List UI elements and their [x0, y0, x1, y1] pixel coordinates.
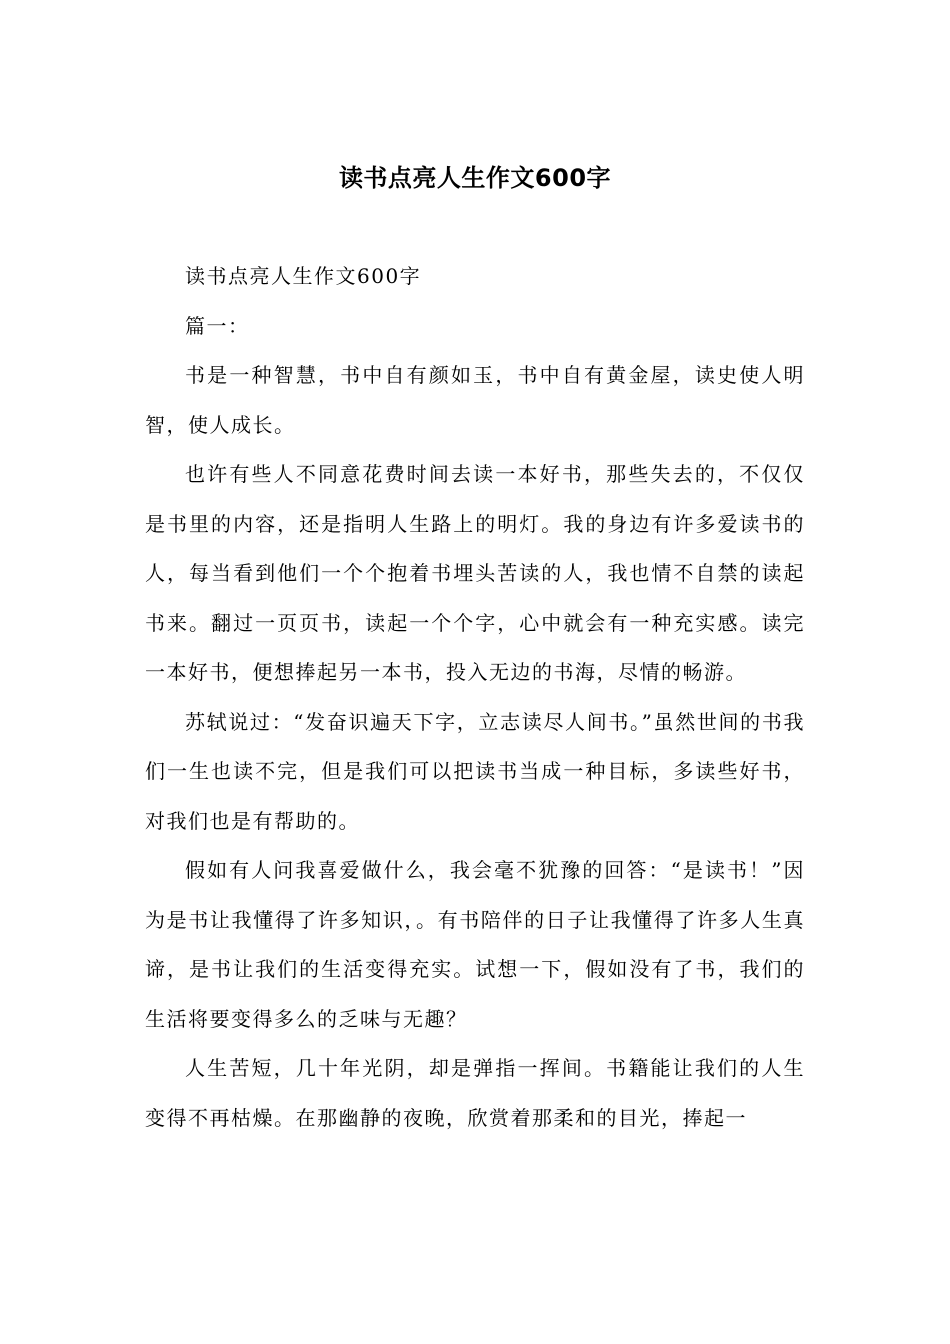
- paragraph: 苏轼说过：“发奋识遍天下字，立志读尽人间书。”虽然世间的书我们一生也读不完，但是我们可以把读书当成一种目标，多读些好书，对我们也是有帮助的。: [145, 709, 805, 833]
- paragraph: 书是一种智慧，书中自有颜如玉，书中自有黄金屋，读史使人明智，使人成长。: [145, 363, 805, 437]
- document-body: [145, 252, 805, 1143]
- paragraph: 也许有些人不同意花费时间去读一本好书，那些失去的，不仅仅是书里的内容，还是指明人生路上的明灯。我的身边有许多爱读书的人，每当看到他们一个个抱着书埋头苦读的人，我也情不自禁的读起书来。翻过一页页书，读起一个个字，心中就会有一种充实感。读完一本好书，便想捧起另一本书，投入无边的书海，尽情的畅游。: [145, 462, 805, 684]
- paragraph-heading: 读书点亮人生作文600字: [185, 264, 422, 288]
- paragraph-section-label: 篇一：: [185, 313, 250, 338]
- paragraph: 人生苦短，几十年光阴，却是弹指一挥间。书籍能让我们的人生变得不再枯燥。在那幽静的夜晚，欣赏着那柔和的目光，捧起一: [145, 1056, 805, 1130]
- document-title: 读书点亮人生作文600字: [338, 164, 612, 192]
- paragraph: 假如有人问我喜爱做什么，我会毫不犹豫的回答：“是读书！”因为是书让我懂得了许多知识，。有书陪伴的日子让我懂得了许多人生真谛，是书让我们的生活变得充实。试想一下，假如没有了书，我们的生活将要变得多么的乏味与无趣？: [145, 858, 805, 1031]
